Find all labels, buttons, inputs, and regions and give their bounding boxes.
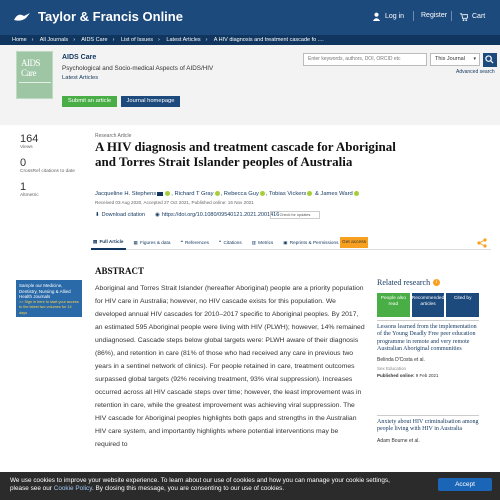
journal-homepage-button[interactable]: Journal homepage	[121, 96, 180, 107]
site-logo[interactable]	[12, 9, 183, 24]
breadcrumb-issues[interactable]: List of Issues	[120, 37, 154, 43]
author-link[interactable]: Richard T Gray	[174, 191, 214, 198]
orcid-icon[interactable]	[260, 191, 265, 196]
lock-icon: ▣	[283, 239, 288, 245]
nav-divider	[413, 11, 414, 21]
login-link[interactable]: Log in	[372, 12, 404, 21]
related-published: Published online: 9 Feb 2021	[377, 373, 439, 379]
tab-figures[interactable]: ▦ Figures & data	[133, 239, 171, 245]
download-citation-link[interactable]: ⬇ Download citation	[95, 212, 146, 218]
citations-label: CrossRef citations to date	[20, 169, 75, 174]
journal-title[interactable]: AIDS Care	[62, 54, 97, 61]
abstract-text: Aboriginal and Torres Strait Islander (hereafter Aboriginal) people are a priority population for HIV care in Australia; however, no HIV cascade exists for this population. We developed annual HIV cascades for 2010–2017 specific to Aboriginal peoples. By 2017, an estimated 595 Aboriginal people were living with HIV (PLWH); however, 14% remained undiagnosed. Cascade steps below global targets were: PLWH aware of their diagnosis (86%), and retention in care (81% of those who had received any care in previous two years in a sentinel network of clinics). For people retained in care, treatment outcomes surpassed global targets (92% receiving treatment, 93% viral suppression). Increases occurred across all HIV cascade steps over time; however, the least improvement was in retention in care, while the greatest improvement was achieving viral suppression. The HIV cascade for Aboriginal peoples highlights both gaps and strengths in the Australian HIV care system, and importantly highlights where potential interventions may be required to	[95, 285, 365, 448]
latest-articles-link[interactable]: Latest Articles	[62, 75, 99, 81]
promo-text: Sample our Medicine, Dentistry, Nursing & Allied Health Journals	[19, 283, 71, 300]
cookie-banner	[0, 472, 500, 500]
cover-line	[19, 82, 51, 83]
author-link[interactable]: James Ward	[320, 191, 353, 198]
breadcrumb-home[interactable]: Home	[12, 37, 27, 43]
divider	[377, 320, 479, 321]
related-author: Adam Bourne et al.	[377, 437, 420, 444]
bar-chart-icon: ▥	[251, 239, 257, 245]
altmetric-label: Altmetric	[20, 193, 39, 198]
references-icon: ❝	[180, 239, 183, 245]
doi-link[interactable]: ◉ https://doi.org/10.1080/09540121.2021.2001416	[155, 212, 280, 218]
image-icon: ▦	[133, 239, 138, 245]
author-link[interactable]: Jacqueline H. Stephens	[95, 191, 157, 198]
orcid-icon[interactable]	[165, 191, 170, 196]
related-tabs	[377, 293, 479, 317]
search-button[interactable]	[483, 53, 497, 67]
email-icon[interactable]	[157, 192, 163, 196]
breadcrumb: Home › All Journals › AIDS Care › List of Issues › Latest Articles › A HIV diagnosis and treatment cascade fo ....	[0, 35, 500, 45]
tab-recommended[interactable]: Recommended articles	[412, 293, 445, 317]
breadcrumb-journal[interactable]: AIDS Care	[81, 37, 108, 43]
citations-icon: ❞	[218, 239, 222, 245]
promo-banner[interactable]	[16, 280, 82, 317]
breadcrumb-all-journals[interactable]: All Journals	[39, 37, 69, 43]
views-label: Views	[20, 145, 33, 150]
tab-metrics[interactable]: ▥ Metrics	[251, 239, 274, 245]
download-icon: ⬇	[95, 212, 100, 218]
related-item	[377, 419, 479, 444]
document-icon: ▤	[93, 238, 98, 244]
journal-cover[interactable]	[16, 51, 53, 99]
altmetric-count: 1	[20, 181, 27, 193]
article-title: A HIV diagnosis and treatment cascade for Aboriginal and Torres Strait Islander peoples of Australia	[95, 139, 396, 169]
journal-subtitle: Psychological and Socio-medical Aspects of AIDS/HIV	[62, 65, 214, 72]
related-research-heading: Related research i	[377, 278, 440, 287]
search-input[interactable]: Enter keywords, authors, DOI, ORCID etc	[303, 53, 427, 66]
tab-cited-by[interactable]: Cited by	[446, 293, 479, 317]
search-icon	[485, 55, 494, 64]
user-icon	[372, 12, 381, 21]
tab-full-article[interactable]: ▤ Full Article	[91, 236, 126, 250]
related-source: Sex Education	[377, 366, 407, 372]
brand-name: Taylor & Francis Online	[38, 9, 183, 24]
accept-cookies-button[interactable]: Accept	[438, 478, 492, 491]
info-icon[interactable]: i	[433, 279, 440, 286]
article-tabs	[91, 236, 491, 250]
article-type: Research Article	[95, 133, 132, 139]
orcid-icon[interactable]	[354, 191, 359, 196]
author-link[interactable]: Rebecca Guy	[223, 191, 259, 198]
get-access-button[interactable]: Get access	[340, 237, 368, 248]
citations-count: 0	[20, 157, 27, 169]
tab-citations[interactable]: ❞ Citations	[218, 239, 242, 245]
site-header	[0, 0, 500, 35]
author-list: Jacqueline H. Stephens , Richard T Gray , Rebecca Guy , Tobias Vickers & James Ward	[95, 191, 360, 197]
divider	[377, 415, 479, 416]
cover-title: AIDS Care	[21, 58, 41, 78]
author-link[interactable]: Tobias Vickers	[269, 191, 307, 198]
register-link[interactable]: Register	[421, 12, 448, 19]
tf-logo-icon	[12, 10, 32, 24]
tab-reprints[interactable]: ▣ Reprints & Permissions	[283, 239, 339, 245]
submit-article-button[interactable]: Submit an article	[62, 96, 117, 107]
cookie-text-2: please see our Cookie Policy. By closing this message, you are consenting to our use of cookies.	[10, 484, 285, 492]
related-item	[377, 324, 479, 378]
cookie-text: We use cookies to improve your website experience. To learn about our use of cookies and how you can manage your cookie settings,	[10, 477, 390, 484]
check-updates-badge[interactable]: Check for updates	[270, 211, 320, 219]
nav-divider	[451, 11, 452, 21]
tab-people-also-read[interactable]: People also read	[377, 293, 410, 317]
views-count: 164	[20, 133, 39, 145]
related-title[interactable]: Anxiety about HIV criminalisation among people living with HIV in Australia	[377, 419, 479, 433]
share-icon[interactable]	[477, 238, 487, 248]
orcid-icon[interactable]	[307, 191, 312, 196]
doi-icon: ◉	[155, 212, 160, 218]
orcid-icon[interactable]	[215, 191, 220, 196]
related-title[interactable]: Lessons learned from the implementation of the Young Deadly Free peer education programme in remote and very remote Australian Aboriginal communities	[377, 324, 477, 352]
article-metrics	[20, 133, 80, 205]
chevron-down-icon: ▾	[473, 56, 476, 62]
cart-icon	[459, 12, 468, 21]
tab-references[interactable]: ❝ References	[180, 239, 209, 245]
search-scope-select[interactable]: This Journal ▾	[430, 53, 480, 66]
breadcrumb-latest[interactable]: Latest Articles	[166, 37, 201, 43]
breadcrumb-current: A HIV diagnosis and treatment cascade fo ....	[213, 37, 324, 43]
promo-link[interactable]: >> Sign in here to start your access to the latest two volumes for 14 days	[19, 299, 79, 315]
abstract-heading: ABSTRACT	[95, 266, 145, 276]
article-dates: Received 03 Aug 2020, Accepted 27 Oct 2021, Published online: 16 Nov 2021	[95, 200, 254, 205]
cookie-policy-link[interactable]: Cookie Policy	[53, 484, 92, 492]
cart-link[interactable]: Cart	[459, 12, 485, 21]
related-author: Belinda D'Costa et al.	[377, 357, 425, 364]
advanced-search-link[interactable]: Advanced search	[456, 69, 495, 75]
